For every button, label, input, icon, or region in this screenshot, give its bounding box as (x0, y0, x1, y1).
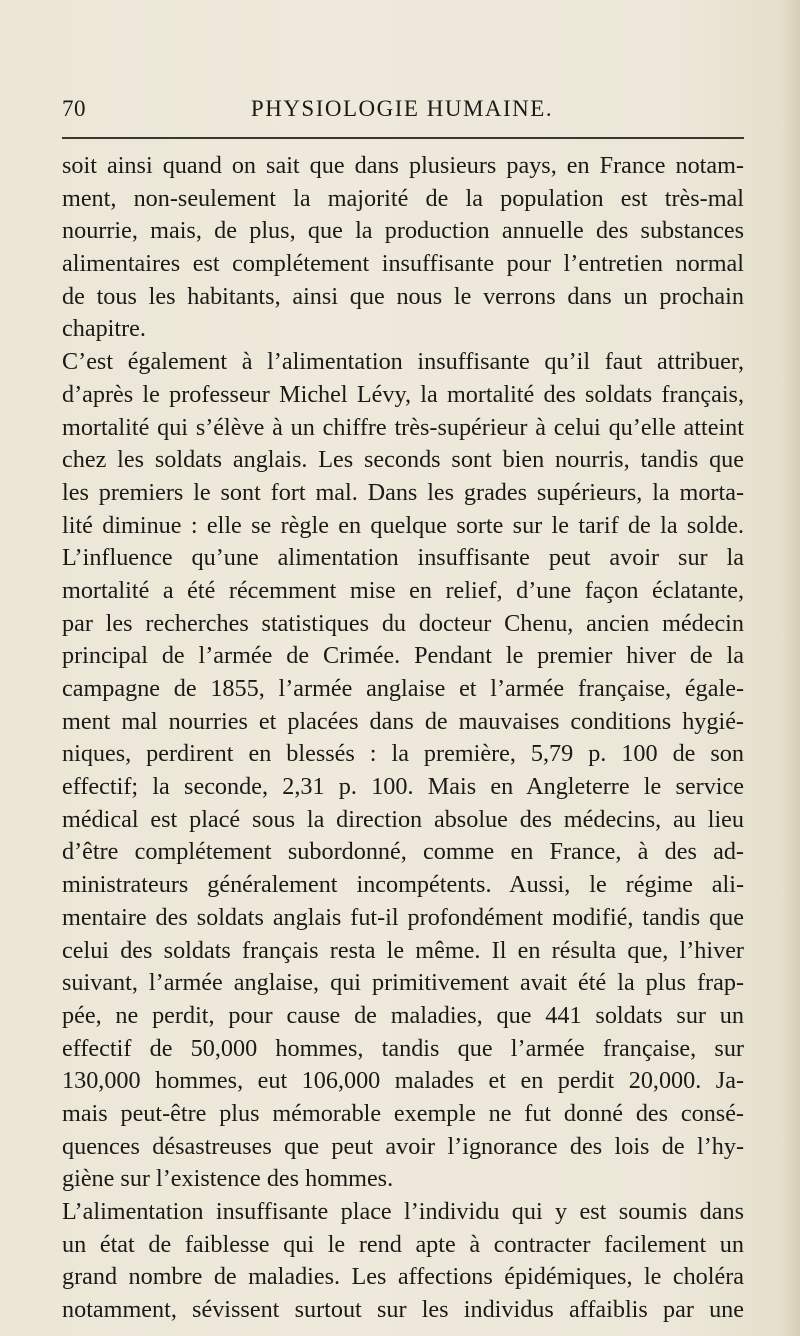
text-line: alimentaires est complétement insuffisante pour l’entretien normal (62, 250, 744, 278)
text-line: mortalité qui s’élève à un chiffre très-supérieur à celui qu’elle atteint (62, 413, 744, 441)
text-line: giène sur l’existence des hommes. (62, 1165, 394, 1193)
running-title: PHYSIOLOGIE HUMAINE. (250, 96, 554, 121)
text-line: grand nombre de maladies. Les affections épidémiques, le choléra (62, 1263, 744, 1291)
text-line: médical est placé sous la direction absolue des médecins, au lieu (62, 805, 744, 833)
text-line: d’être complétement subordonné, comme en France, à des ad- (62, 838, 744, 866)
text-line: effectif de 50,000 hommes, tandis que l’armée française, sur (62, 1034, 744, 1062)
text-line: L’alimentation insuffisante place l’individu qui y est soumis dans (62, 1198, 744, 1225)
text-line: niques, perdirent en blessés : la première, 5,79 p. 100 de son (62, 740, 744, 768)
text-line: suivant, l’armée anglaise, qui primitivement avait été la plus frap- (62, 969, 744, 997)
text-line: de tous les habitants, ainsi que nous le verrons dans un prochain (62, 282, 744, 310)
text-line: par les recherches statistiques du docteur Chenu, ancien médecin (62, 609, 744, 637)
text-line: mortalité a été récemment mise en relief, d’une façon éclatante, (62, 576, 744, 604)
text-line: notamment, sévissent surtout sur les individus affaiblis par une (62, 1296, 744, 1324)
text-line: L’influence qu’une alimentation insuffisante peut avoir sur la (62, 544, 744, 572)
text-line: soit ainsi quand on sait que dans plusieurs pays, en France notam- (62, 152, 744, 179)
text-line: mais peut-être plus mémorable exemple ne fut donné des consé- (62, 1099, 744, 1127)
text-line: celui des soldats français resta le même. Il en résulta que, l’hiver (62, 936, 744, 964)
text-line: nourrie, mais, de plus, que la production annuelle des substances (62, 217, 744, 245)
text-line: mentaire des soldats anglais fut-il profondément modifié, tandis que (62, 903, 744, 931)
text-line: campagne de 1855, l’armée anglaise et l’armée française, égale- (62, 675, 744, 702)
header-rule (62, 137, 744, 139)
page-number: 70 (62, 96, 86, 121)
text-line: 130,000 hommes, eut 106,000 malades et en perdit 20,000. Ja- (62, 1067, 744, 1095)
text-line: les premiers le sont fort mal. Dans les grades supérieurs, la morta- (62, 478, 744, 506)
text-line: quences désastreuses que peut avoir l’ignorance des lois de l’hy- (62, 1132, 744, 1160)
text-line: principal de l’armée de Crimée. Pendant le premier hiver de la (62, 642, 744, 670)
text-line: chez les soldats anglais. Les seconds sont bien nourris, tandis que (62, 446, 744, 474)
text-line: pée, ne perdit, pour cause de maladies, que 441 soldats sur un (62, 1001, 744, 1029)
text-line: d’après le professeur Michel Lévy, la mortalité des soldats français, (62, 380, 744, 408)
text-line: effectif; la seconde, 2,31 p. 100. Mais en Angleterre le service (62, 773, 744, 801)
body-text (62, 150, 744, 1327)
text-line: lité diminue : elle se règle en quelque sorte sur le tarif de la solde. (62, 511, 744, 539)
text-line: C’est également à l’alimentation insuffisante qu’il faut attribuer, (62, 348, 744, 376)
page-header (62, 96, 742, 128)
text-line: chapitre. (62, 315, 146, 343)
text-line: ment mal nourries et placées dans de mauvaises conditions hygié- (62, 707, 744, 735)
text-line: un état de faiblesse qui le rend apte à contracter facilement un (62, 1230, 744, 1258)
page-edge-shadow (782, 0, 800, 1336)
text-line: ment, non-seulement la majorité de la population est très-mal (62, 184, 744, 212)
text-line: ministrateurs généralement incompétents. Aussi, le régime ali- (62, 871, 744, 899)
